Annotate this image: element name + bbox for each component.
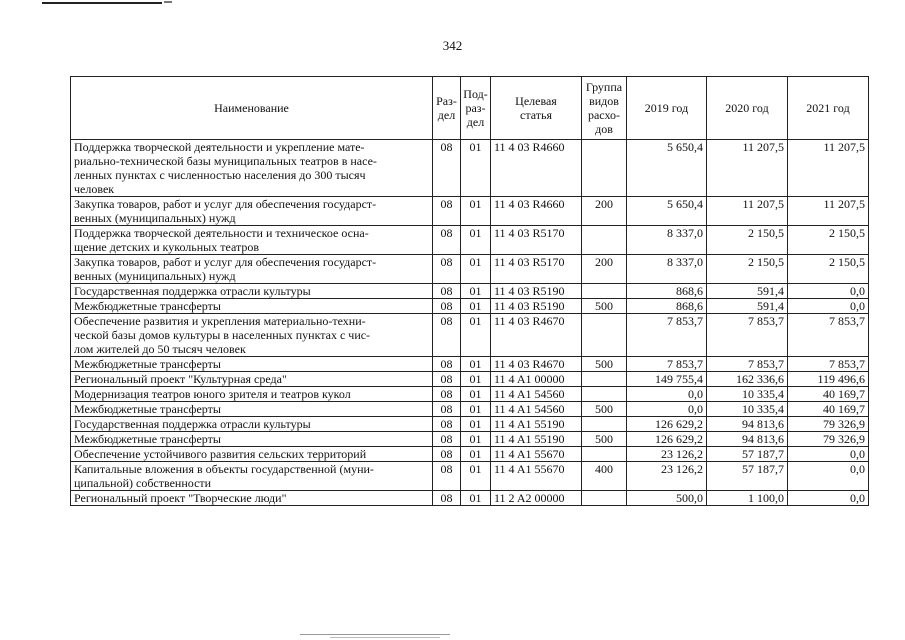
row-podrazdel-cell: 01 xyxy=(461,447,491,462)
row-name-cell: Государственная поддержка отрасли культуры xyxy=(71,417,433,432)
row-podrazdel-cell: 01 xyxy=(461,140,491,197)
row-target-article-cell: 11 4 A1 00000 xyxy=(491,372,582,387)
row-razdel-cell: 08 xyxy=(433,372,461,387)
row-podrazdel-cell: 01 xyxy=(461,299,491,314)
row-2019-cell: 0,0 xyxy=(627,402,707,417)
row-expense-group-cell xyxy=(582,447,627,462)
row-2020-cell: 1 100,0 xyxy=(707,491,788,506)
row-2019-cell: 23 126,2 xyxy=(627,462,707,491)
row-2021-cell: 0,0 xyxy=(788,284,869,299)
table-row xyxy=(71,372,869,387)
table-row xyxy=(71,255,869,284)
row-name-cell: Поддержка творческой деятельности и укрепление мате- риально-технической базы муниципальных театров в насе- ленных пунктах с численностью населения до 300 тысяч человек xyxy=(71,140,433,197)
row-razdel-cell: 08 xyxy=(433,432,461,447)
row-2019-cell: 23 126,2 xyxy=(627,447,707,462)
table-row xyxy=(71,402,869,417)
row-razdel-cell: 08 xyxy=(433,387,461,402)
table-row xyxy=(71,387,869,402)
table-row xyxy=(71,314,869,357)
row-2021-cell: 7 853,7 xyxy=(788,357,869,372)
row-razdel-cell: 08 xyxy=(433,197,461,226)
row-target-article-cell: 11 4 03 R5190 xyxy=(491,284,582,299)
row-name-cell: Региональный проект "Творческие люди" xyxy=(71,491,433,506)
header-target-article: Целевая статья xyxy=(491,77,582,140)
row-podrazdel-cell: 01 xyxy=(461,432,491,447)
row-razdel-cell: 08 xyxy=(433,462,461,491)
row-2021-cell: 2 150,5 xyxy=(788,226,869,255)
row-expense-group-cell xyxy=(582,314,627,357)
row-2020-cell: 591,4 xyxy=(707,284,788,299)
row-target-article-cell: 11 4 03 R4660 xyxy=(491,197,582,226)
top-edge-mark xyxy=(42,2,162,4)
row-target-article-cell: 11 4 A1 54560 xyxy=(491,387,582,402)
row-2020-cell: 94 813,6 xyxy=(707,417,788,432)
row-target-article-cell: 11 4 03 R4670 xyxy=(491,314,582,357)
row-expense-group-cell: 500 xyxy=(582,357,627,372)
row-2021-cell: 2 150,5 xyxy=(788,255,869,284)
row-name-cell: Государственная поддержка отрасли культуры xyxy=(71,284,433,299)
row-expense-group-cell xyxy=(582,140,627,197)
row-2020-cell: 57 187,7 xyxy=(707,447,788,462)
row-name-cell: Капитальные вложения в объекты государственной (муни- ципальной) собственности xyxy=(71,462,433,491)
row-2019-cell: 8 337,0 xyxy=(627,226,707,255)
row-2020-cell: 7 853,7 xyxy=(707,357,788,372)
header-razdel: Раз- дел xyxy=(433,77,461,140)
row-name-cell: Межбюджетные трансферты xyxy=(71,432,433,447)
row-2020-cell: 162 336,6 xyxy=(707,372,788,387)
table-header-row xyxy=(71,77,869,140)
row-2020-cell: 11 207,5 xyxy=(707,197,788,226)
row-2021-cell: 40 169,7 xyxy=(788,402,869,417)
table-row xyxy=(71,226,869,255)
row-podrazdel-cell: 01 xyxy=(461,462,491,491)
row-podrazdel-cell: 01 xyxy=(461,284,491,299)
row-podrazdel-cell: 01 xyxy=(461,491,491,506)
bottom-edge-mark xyxy=(300,634,450,635)
row-2021-cell: 7 853,7 xyxy=(788,314,869,357)
row-expense-group-cell: 200 xyxy=(582,197,627,226)
row-2019-cell: 868,6 xyxy=(627,284,707,299)
row-2019-cell: 126 629,2 xyxy=(627,432,707,447)
row-2019-cell: 0,0 xyxy=(627,387,707,402)
row-expense-group-cell: 500 xyxy=(582,299,627,314)
row-2020-cell: 591,4 xyxy=(707,299,788,314)
row-2021-cell: 11 207,5 xyxy=(788,140,869,197)
row-2019-cell: 7 853,7 xyxy=(627,357,707,372)
row-podrazdel-cell: 01 xyxy=(461,357,491,372)
table-row xyxy=(71,491,869,506)
row-target-article-cell: 11 4 03 R5190 xyxy=(491,299,582,314)
row-target-article-cell: 11 4 A1 55670 xyxy=(491,447,582,462)
row-expense-group-cell: 200 xyxy=(582,255,627,284)
row-podrazdel-cell: 01 xyxy=(461,226,491,255)
row-target-article-cell: 11 4 A1 55190 xyxy=(491,432,582,447)
row-name-cell: Межбюджетные трансферты xyxy=(71,299,433,314)
row-name-cell: Обеспечение развития и укрепления материально-техни- ческой базы домов культуры в населенных пунктах с чис- лом жителей до 50 тысяч человек xyxy=(71,314,433,357)
row-name-cell: Закупка товаров, работ и услуг для обеспечения государст- венных (муниципальных) нужд xyxy=(71,197,433,226)
row-name-cell: Обеспечение устойчивого развития сельских территорий xyxy=(71,447,433,462)
row-name-cell: Региональный проект "Культурная среда" xyxy=(71,372,433,387)
row-target-article-cell: 11 2 A2 00000 xyxy=(491,491,582,506)
row-podrazdel-cell: 01 xyxy=(461,402,491,417)
row-razdel-cell: 08 xyxy=(433,140,461,197)
row-podrazdel-cell: 01 xyxy=(461,372,491,387)
row-target-article-cell: 11 4 03 R4660 xyxy=(491,140,582,197)
row-podrazdel-cell: 01 xyxy=(461,387,491,402)
row-expense-group-cell xyxy=(582,372,627,387)
row-2019-cell: 500,0 xyxy=(627,491,707,506)
row-target-article-cell: 11 4 A1 54560 xyxy=(491,402,582,417)
header-2020: 2020 год xyxy=(707,77,788,140)
row-expense-group-cell xyxy=(582,491,627,506)
table-row xyxy=(71,299,869,314)
row-name-cell: Модернизация театров юного зрителя и театров кукол xyxy=(71,387,433,402)
row-razdel-cell: 08 xyxy=(433,491,461,506)
row-2019-cell: 7 853,7 xyxy=(627,314,707,357)
row-2020-cell: 7 853,7 xyxy=(707,314,788,357)
row-target-article-cell: 11 4 03 R4670 xyxy=(491,357,582,372)
row-razdel-cell: 08 xyxy=(433,447,461,462)
row-2020-cell: 10 335,4 xyxy=(707,402,788,417)
row-razdel-cell: 08 xyxy=(433,314,461,357)
row-podrazdel-cell: 01 xyxy=(461,197,491,226)
row-2019-cell: 126 629,2 xyxy=(627,417,707,432)
row-podrazdel-cell: 01 xyxy=(461,255,491,284)
row-razdel-cell: 08 xyxy=(433,299,461,314)
header-expense-group: Группа видов расхо- дов xyxy=(582,77,627,140)
table-row xyxy=(71,284,869,299)
row-2020-cell: 2 150,5 xyxy=(707,226,788,255)
row-expense-group-cell: 500 xyxy=(582,432,627,447)
row-name-cell: Закупка товаров, работ и услуг для обеспечения государст- венных (муниципальных) нужд xyxy=(71,255,433,284)
row-2019-cell: 8 337,0 xyxy=(627,255,707,284)
row-2020-cell: 2 150,5 xyxy=(707,255,788,284)
header-2019: 2019 год xyxy=(627,77,707,140)
table-row xyxy=(71,462,869,491)
row-2019-cell: 5 650,4 xyxy=(627,140,707,197)
row-target-article-cell: 11 4 03 R5170 xyxy=(491,255,582,284)
row-razdel-cell: 08 xyxy=(433,417,461,432)
row-2021-cell: 11 207,5 xyxy=(788,197,869,226)
table-row xyxy=(71,140,869,197)
row-expense-group-cell: 500 xyxy=(582,402,627,417)
row-2021-cell: 0,0 xyxy=(788,462,869,491)
row-name-cell: Межбюджетные трансферты xyxy=(71,357,433,372)
row-podrazdel-cell: 01 xyxy=(461,417,491,432)
row-2021-cell: 40 169,7 xyxy=(788,387,869,402)
row-razdel-cell: 08 xyxy=(433,402,461,417)
row-2021-cell: 79 326,9 xyxy=(788,417,869,432)
row-razdel-cell: 08 xyxy=(433,284,461,299)
row-2021-cell: 79 326,9 xyxy=(788,432,869,447)
table-row xyxy=(71,357,869,372)
row-name-cell: Поддержка творческой деятельности и техническое осна- щение детских и кукольных театров xyxy=(71,226,433,255)
row-2019-cell: 868,6 xyxy=(627,299,707,314)
row-2021-cell: 119 496,6 xyxy=(788,372,869,387)
page-number: 342 xyxy=(442,38,463,53)
row-target-article-cell: 11 4 A1 55670 xyxy=(491,462,582,491)
row-2019-cell: 149 755,4 xyxy=(627,372,707,387)
row-2020-cell: 57 187,7 xyxy=(707,462,788,491)
row-razdel-cell: 08 xyxy=(433,226,461,255)
table-row xyxy=(71,417,869,432)
table-row xyxy=(71,432,869,447)
row-target-article-cell: 11 4 A1 55190 xyxy=(491,417,582,432)
row-2021-cell: 0,0 xyxy=(788,447,869,462)
row-2021-cell: 0,0 xyxy=(788,299,869,314)
bottom-edge-mark-2 xyxy=(330,637,440,638)
row-target-article-cell: 11 4 03 R5170 xyxy=(491,226,582,255)
row-2020-cell: 10 335,4 xyxy=(707,387,788,402)
row-2020-cell: 94 813,6 xyxy=(707,432,788,447)
row-razdel-cell: 08 xyxy=(433,255,461,284)
row-expense-group-cell xyxy=(582,387,627,402)
row-podrazdel-cell: 01 xyxy=(461,314,491,357)
budget-table xyxy=(70,76,869,506)
table-row xyxy=(71,447,869,462)
row-razdel-cell: 08 xyxy=(433,357,461,372)
row-name-cell: Межбюджетные трансферты xyxy=(71,402,433,417)
table-row xyxy=(71,197,869,226)
header-name: Наименование xyxy=(71,77,433,140)
row-expense-group-cell xyxy=(582,226,627,255)
row-2019-cell: 5 650,4 xyxy=(627,197,707,226)
row-2020-cell: 11 207,5 xyxy=(707,140,788,197)
row-expense-group-cell xyxy=(582,284,627,299)
header-2021: 2021 год xyxy=(788,77,869,140)
row-expense-group-cell: 400 xyxy=(582,462,627,491)
row-expense-group-cell xyxy=(582,417,627,432)
row-2021-cell: 0,0 xyxy=(788,491,869,506)
header-podrazdel: Под- раз- дел xyxy=(461,77,491,140)
